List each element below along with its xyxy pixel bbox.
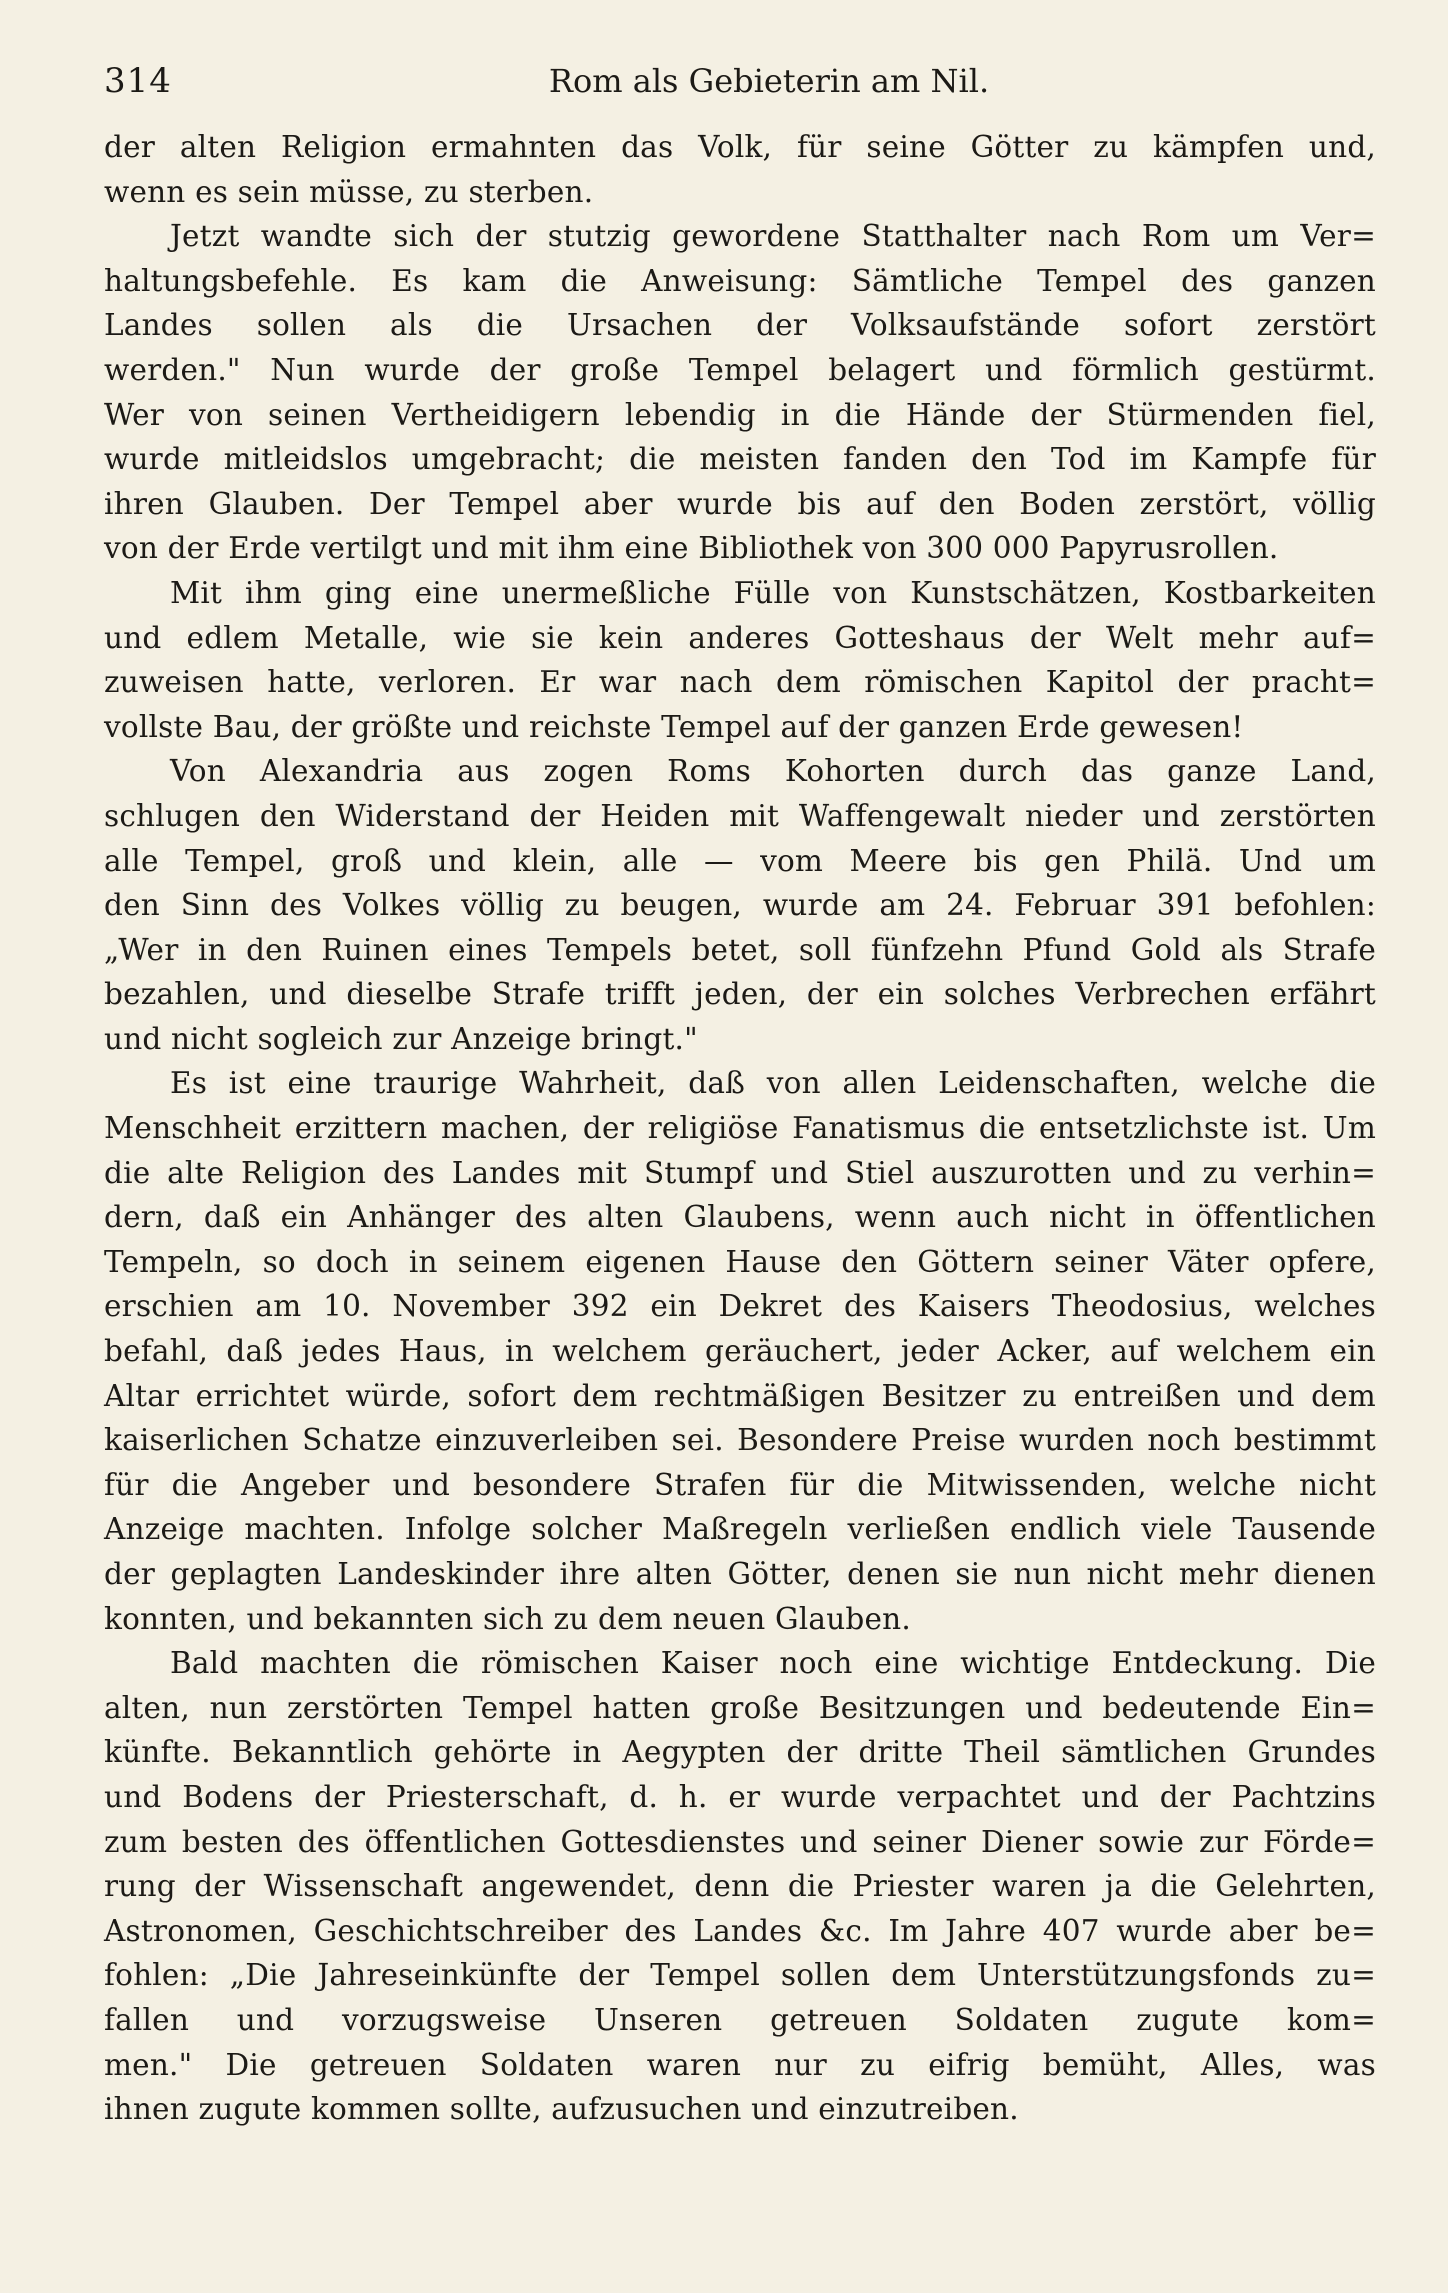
- text-line: konnten, und bekannten sich zu dem neuen Glauben.: [104, 1601, 911, 1636]
- page-header: [104, 56, 1374, 106]
- page-number: 314: [104, 61, 172, 101]
- text-line: erschien am 10. November 392 ein Dekret des Kaisers Theodosius, welches: [104, 1289, 1376, 1324]
- text-line: von der Erde vertilgt und mit ihm eine Bibliothek von 300 000 Papyrusrollen.: [104, 531, 1279, 566]
- text-line: Anzeige machten. Infolge solcher Maßregeln verließen endlich viele Tausende: [104, 1512, 1376, 1547]
- text-line: Tempeln, so doch in seinem eigenen Hause den Göttern seiner Väter opfere,: [104, 1244, 1376, 1279]
- text-line: rung der Wissenschaft angewendet, denn die Priester waren ja die Gelehrten,: [104, 1869, 1376, 1904]
- text-line: vollste Bau, der größte und reichste Tempel auf der ganzen Erde gewesen!: [104, 709, 1244, 744]
- text-line: und nicht sogleich zur Anzeige bringt.": [104, 1021, 698, 1056]
- text-line: Von Alexandria aus zogen Roms Kohorten durch das ganze Land,: [170, 754, 1376, 789]
- text-line: Wer von seinen Vertheidigern lebendig in die Hände der Stürmenden fiel,: [104, 397, 1376, 432]
- text-line: alten, nun zerstörten Tempel hatten große Besitzungen und bedeutende Ein=: [104, 1690, 1376, 1725]
- text-line: Bald machten die römischen Kaiser noch eine wichtige Entdeckung. Die: [170, 1646, 1376, 1681]
- text-line: schlugen den Widerstand der Heiden mit Waffengewalt nieder und zerstörten: [104, 798, 1376, 833]
- text-line: Mit ihm ging eine unermeßliche Fülle von Kunstschätzen, Kostbarkeiten: [170, 575, 1376, 610]
- running-title: Rom als Gebieterin am Nil.: [548, 62, 990, 100]
- text-line: fohlen: „Die Jahreseinkünfte der Tempel sollen dem Unterstützungsfonds zu=: [104, 1958, 1376, 1993]
- text-line: künfte. Bekanntlich gehörte in Aegypten der dritte Theil sämtlichen Grundes: [104, 1735, 1376, 1770]
- text-line: ihnen zugute kommen sollte, aufzusuchen und einzutreiben.: [104, 2092, 1019, 2127]
- text-line: wenn es sein müsse, zu sterben.: [104, 174, 594, 209]
- text-line: und edlem Metalle, wie sie kein anderes Gotteshaus der Welt mehr auf=: [104, 620, 1376, 655]
- text-line: men." Die getreuen Soldaten waren nur zu eifrig bemüht, Alles, was: [104, 2047, 1376, 2082]
- text-line: Menschheit erzittern machen, der religiöse Fanatismus die entsetzlichste ist. Um: [104, 1111, 1376, 1146]
- text-line: „Wer in den Ruinen eines Tempels betet, soll fünfzehn Pfund Gold als Strafe: [104, 932, 1376, 967]
- text-line: der geplagten Landeskinder ihre alten Götter, denen sie nun nicht mehr dienen: [104, 1557, 1376, 1591]
- text-line: für die Angeber und besondere Strafen für die Mitwissenden, welche nicht: [104, 1467, 1376, 1502]
- text-line: bezahlen, und dieselbe Strafe trifft jeden, der ein solches Verbrechen erfährt: [104, 977, 1376, 1012]
- text-line: dern, daß ein Anhänger des alten Glaubens, wenn auch nicht in öffentlichen: [104, 1200, 1376, 1235]
- text-line: fallen und vorzugsweise Unseren getreuen Soldaten zugute kom=: [104, 2002, 1376, 2037]
- text-line: Landes sollen als die Ursachen der Volksaufstände sofort zerstört: [104, 308, 1376, 343]
- text-line: ihren Glauben. Der Tempel aber wurde bis auf den Boden zerstört, völlig: [104, 486, 1376, 521]
- text-line: kaiserlichen Schatze einzuverleiben sei. Besondere Preise wurden noch bestimmt: [104, 1423, 1376, 1458]
- text-line: haltungsbefehle. Es kam die Anweisung: Sämtliche Tempel des ganzen: [104, 263, 1376, 298]
- body-text: [104, 125, 1376, 2132]
- text-line: Es ist eine traurige Wahrheit, daß von allen Leidenschaften, welche die: [170, 1066, 1376, 1101]
- text-line: wurde mitleidslos umgebracht; die meisten fanden den Tod im Kampfe für: [104, 442, 1376, 477]
- text-line: Jetzt wandte sich der stutzig gewordene Statthalter nach Rom um Ver=: [170, 219, 1376, 254]
- text-line: alle Tempel, groß und klein, alle — vom Meere bis gen Philä. Und um: [104, 843, 1376, 878]
- text-line: befahl, daß jedes Haus, in welchem geräuchert, jeder Acker, auf welchem ein: [104, 1334, 1376, 1369]
- text-line: werden." Nun wurde der große Tempel belagert und förmlich gestürmt.: [104, 352, 1376, 387]
- text-line: Astronomen, Geschichtschreiber des Landes &c. Im Jahre 407 wurde aber be=: [104, 1913, 1376, 1948]
- text-line: den Sinn des Volkes völlig zu beugen, wurde am 24. Februar 391 befohlen:: [104, 888, 1376, 923]
- text-line: zum besten des öffentlichen Gottesdienstes und seiner Diener sowie zur Förde=: [104, 1824, 1376, 1859]
- text-line: und Bodens der Priesterschaft, d. h. er wurde verpachtet und der Pachtzins: [104, 1779, 1376, 1814]
- text-line: der alten Religion ermahnten das Volk, für seine Götter zu kämpfen und,: [104, 130, 1376, 164]
- text-line: die alte Religion des Landes mit Stumpf und Stiel auszurotten und zu verhin=: [104, 1155, 1376, 1190]
- text-line: zuweisen hatte, verloren. Er war nach dem römischen Kapitol der pracht=: [104, 665, 1376, 700]
- text-line: Altar errichtet würde, sofort dem rechtmäßigen Besitzer zu entreißen und dem: [104, 1378, 1376, 1413]
